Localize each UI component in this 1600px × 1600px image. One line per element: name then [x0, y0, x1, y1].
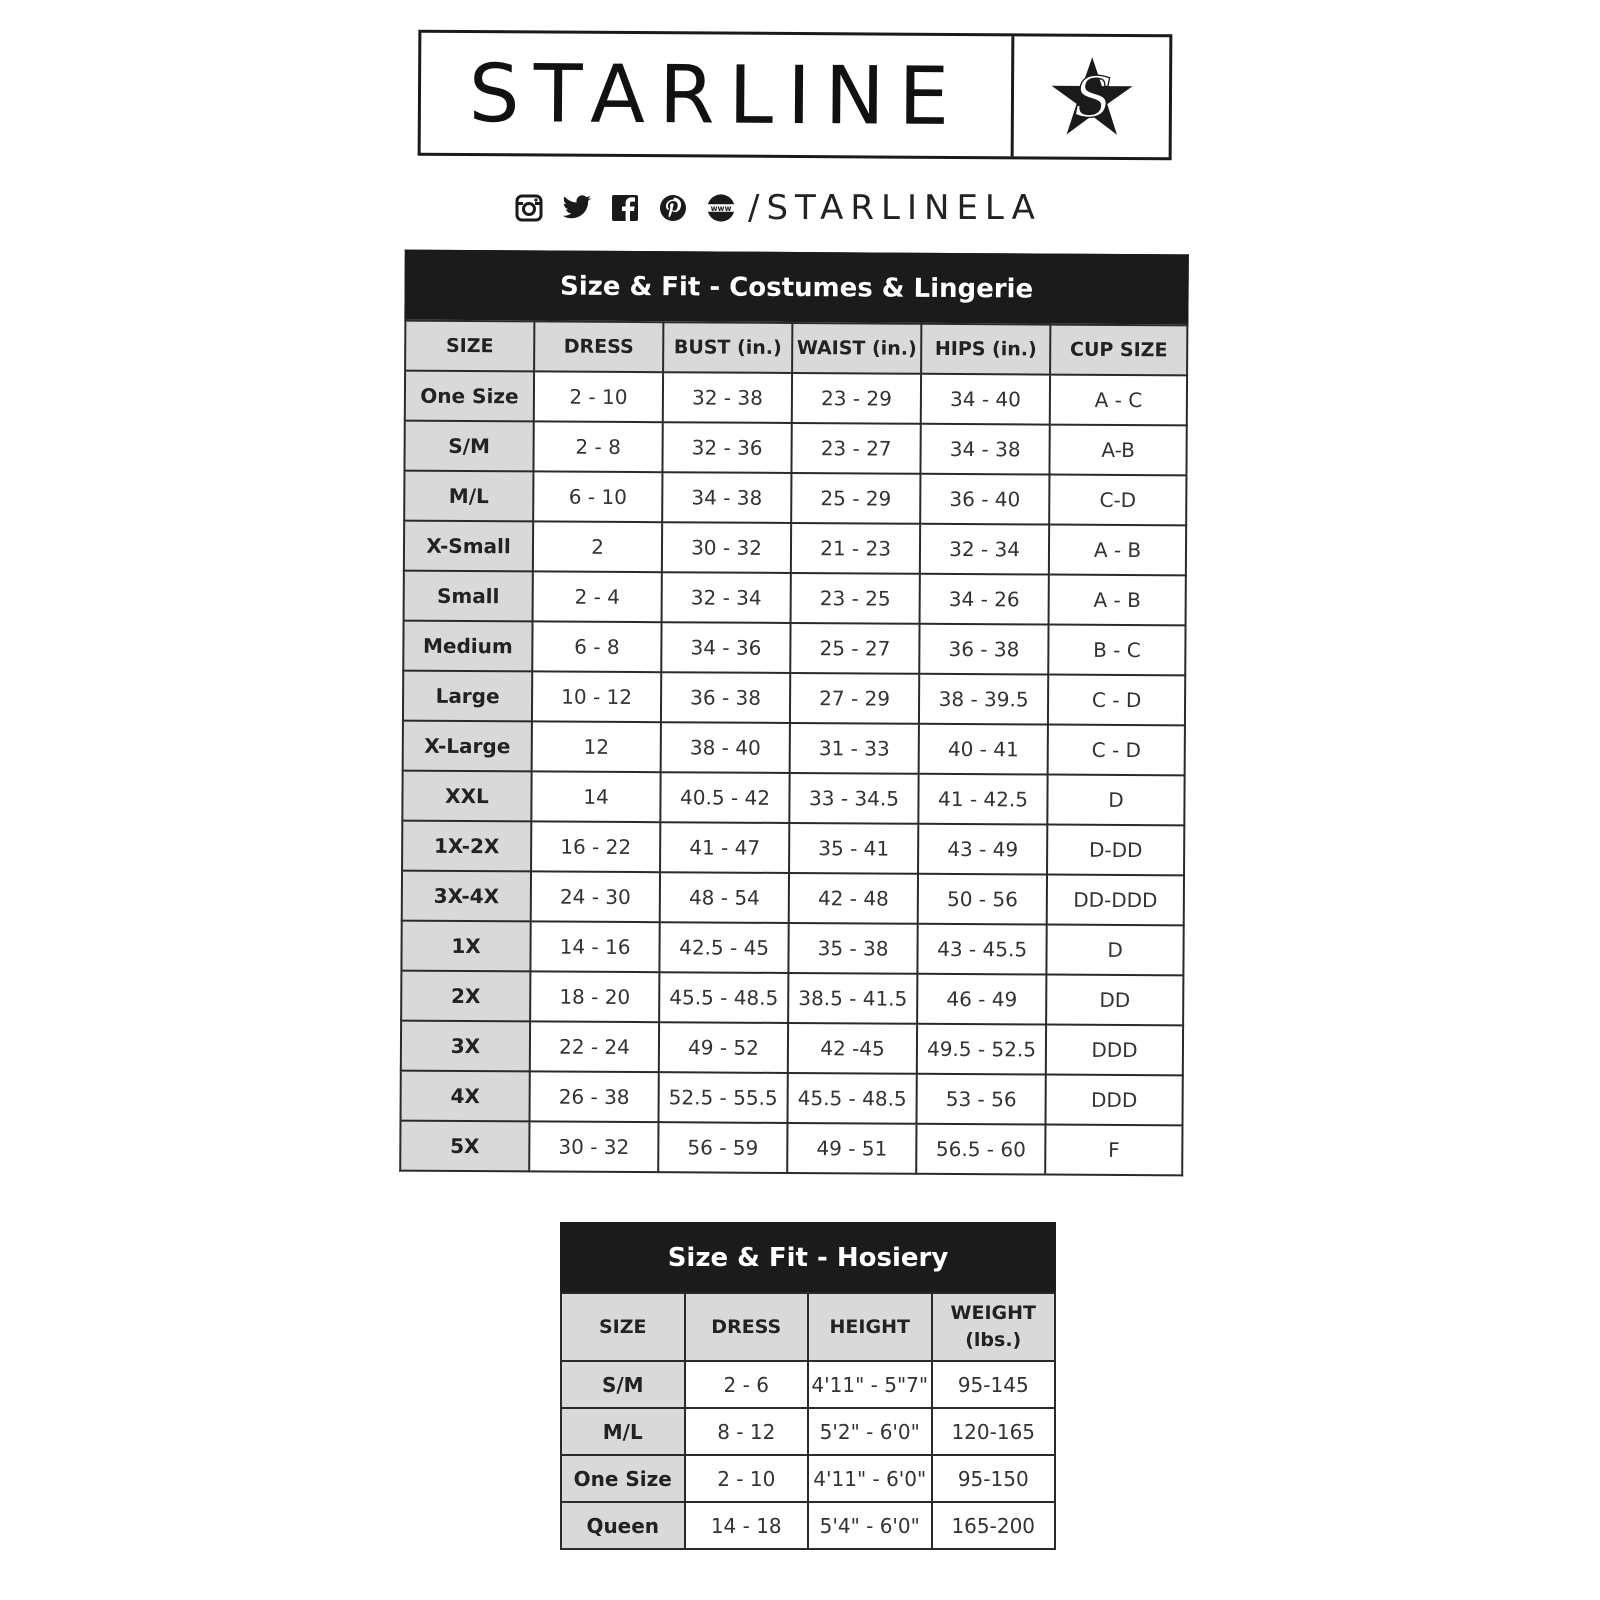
waist-cell: 31 - 33 — [790, 723, 919, 774]
header-size: SIZE — [405, 321, 534, 372]
header-hips: HIPS (in.) — [921, 324, 1050, 375]
social-handle[interactable]: /STARLINELA — [748, 188, 1042, 228]
header-dress: DRESS — [534, 321, 663, 372]
cup-cell: DD — [1046, 975, 1183, 1026]
twitter-icon[interactable] — [562, 193, 592, 223]
header-height: HEIGHT — [808, 1293, 932, 1361]
header-cup-size: CUP SIZE — [1050, 325, 1187, 376]
dress-cell: 30 - 32 — [529, 1121, 658, 1172]
size-cell: 3X — [401, 1021, 530, 1072]
hips-cell: 34 - 38 — [921, 424, 1050, 475]
size-cell: 4X — [401, 1071, 530, 1122]
weight-cell: 95-150 — [932, 1455, 1056, 1502]
weight-cell: 165-200 — [932, 1502, 1056, 1549]
waist-cell: 42 - 48 — [789, 873, 918, 924]
dress-cell: 14 — [531, 771, 660, 822]
table-row — [403, 671, 1185, 726]
table-row — [561, 1408, 1055, 1455]
size-cell: 2X — [401, 971, 530, 1022]
height-cell: 4'11" - 5"7" — [808, 1361, 932, 1408]
size-cell: M/L — [404, 471, 533, 522]
hips-cell: 36 - 38 — [919, 624, 1048, 675]
table-row — [403, 721, 1185, 776]
size-cell: M/L — [561, 1408, 685, 1455]
brand-logo — [418, 30, 1173, 161]
weight-cell: 95-145 — [932, 1361, 1056, 1408]
star-logo-icon — [1014, 36, 1170, 157]
facebook-icon[interactable] — [610, 193, 640, 223]
waist-cell: 35 - 38 — [788, 923, 917, 974]
waist-cell: 35 - 41 — [789, 823, 918, 874]
bust-cell: 42.5 - 45 — [659, 922, 788, 973]
table-row — [401, 971, 1183, 1026]
dress-cell: 10 - 12 — [532, 671, 661, 722]
dress-cell: 12 — [532, 721, 661, 772]
table-row — [401, 1071, 1183, 1126]
waist-cell: 45.5 - 48.5 — [788, 1073, 917, 1124]
dress-cell: 24 - 30 — [531, 871, 660, 922]
table-row — [400, 1121, 1182, 1176]
bust-cell: 56 - 59 — [658, 1122, 787, 1173]
cup-cell: B - C — [1048, 625, 1185, 676]
waist-cell: 23 - 29 — [792, 373, 921, 424]
height-cell: 4'11" - 6'0" — [808, 1455, 932, 1502]
header-size: SIZE — [561, 1293, 685, 1361]
waist-cell: 27 - 29 — [790, 673, 919, 724]
cup-cell: DDD — [1046, 1025, 1183, 1076]
bust-cell: 40.5 - 42 — [660, 772, 789, 823]
table-row — [404, 521, 1186, 576]
cup-cell: A - B — [1049, 525, 1186, 576]
height-cell: 5'4" - 6'0" — [808, 1502, 932, 1549]
size-cell: Queen — [561, 1502, 685, 1549]
costumes-table-title: Size & Fit - Costumes & Lingerie — [404, 250, 1188, 325]
header-bust: BUST (in.) — [663, 322, 792, 373]
table-row — [401, 1021, 1183, 1076]
dress-cell: 2 - 10 — [685, 1455, 809, 1502]
hips-cell: 40 - 41 — [919, 724, 1048, 775]
table-header-row — [405, 321, 1187, 376]
cup-cell: A - C — [1050, 375, 1187, 426]
table-row — [561, 1502, 1055, 1549]
table-row — [405, 371, 1187, 426]
dress-cell: 8 - 12 — [685, 1408, 809, 1455]
hips-cell: 36 - 40 — [920, 474, 1049, 525]
costumes-lingerie-size-table — [399, 250, 1189, 1177]
hips-cell: 41 - 42.5 — [918, 774, 1047, 825]
size-cell: S/M — [404, 421, 533, 472]
www-icon[interactable] — [706, 193, 736, 223]
bust-cell: 34 - 36 — [661, 622, 790, 673]
table-row — [402, 821, 1184, 876]
dress-cell: 26 - 38 — [530, 1071, 659, 1122]
bust-cell: 49 - 52 — [659, 1022, 788, 1073]
hips-cell: 34 - 26 — [920, 574, 1049, 625]
bust-cell: 30 - 32 — [662, 522, 791, 573]
svg-text:www: www — [710, 203, 732, 213]
table-row — [404, 421, 1186, 476]
hips-cell: 38 - 39.5 — [919, 674, 1048, 725]
size-cell: X-Small — [404, 521, 533, 572]
table-row — [561, 1455, 1055, 1502]
hips-cell: 43 - 45.5 — [917, 924, 1046, 975]
bust-cell: 32 - 36 — [662, 422, 791, 473]
table-row — [402, 871, 1184, 926]
social-links — [514, 186, 1042, 230]
dress-cell: 18 - 20 — [530, 971, 659, 1022]
hips-cell: 50 - 56 — [918, 874, 1047, 925]
waist-cell: 23 - 25 — [791, 573, 920, 624]
size-cell: One Size — [405, 371, 534, 422]
cup-cell: DD-DDD — [1047, 875, 1184, 926]
size-cell: XXL — [402, 771, 531, 822]
hips-cell: 43 - 49 — [918, 824, 1047, 875]
dress-cell: 22 - 24 — [530, 1021, 659, 1072]
bust-cell: 36 - 38 — [661, 672, 790, 723]
table-row — [403, 621, 1185, 676]
hips-cell: 53 - 56 — [917, 1074, 1046, 1125]
header-waist: WAIST (in.) — [792, 323, 921, 374]
size-cell: Medium — [403, 621, 532, 672]
waist-cell: 42 -45 — [788, 1023, 917, 1074]
weight-cell: 120-165 — [932, 1408, 1056, 1455]
table-row — [404, 571, 1186, 626]
bust-cell: 32 - 38 — [663, 372, 792, 423]
size-cell: 1X — [401, 921, 530, 972]
size-cell: Small — [404, 571, 533, 622]
dress-cell: 2 - 8 — [533, 421, 662, 472]
waist-cell: 25 - 27 — [790, 623, 919, 674]
bust-cell: 45.5 - 48.5 — [659, 972, 788, 1023]
height-cell: 5'2" - 6'0" — [808, 1408, 932, 1455]
table-row — [561, 1361, 1055, 1408]
cup-cell: C - D — [1048, 675, 1185, 726]
table-row — [402, 771, 1184, 826]
waist-cell: 25 - 29 — [791, 473, 920, 524]
size-cell: One Size — [561, 1455, 685, 1502]
size-cell: X-Large — [403, 721, 532, 772]
cup-cell: C-D — [1049, 475, 1186, 526]
dress-cell: 2 - 6 — [685, 1361, 809, 1408]
dress-cell: 2 - 10 — [534, 371, 663, 422]
hips-cell: 56.5 - 60 — [916, 1124, 1045, 1175]
header-dress: DRESS — [685, 1293, 809, 1361]
bust-cell: 32 - 34 — [662, 572, 791, 623]
size-cell: S/M — [561, 1361, 685, 1408]
dress-cell: 2 - 4 — [533, 571, 662, 622]
table-row — [404, 471, 1186, 526]
cup-cell: A-B — [1050, 425, 1187, 476]
dress-cell: 2 — [533, 521, 662, 572]
dress-cell: 16 - 22 — [531, 821, 660, 872]
bust-cell: 52.5 - 55.5 — [659, 1072, 788, 1123]
dress-cell: 14 - 18 — [685, 1502, 809, 1549]
size-cell: Large — [403, 671, 532, 722]
cup-cell: A - B — [1049, 575, 1186, 626]
table-header-row — [561, 1293, 1055, 1361]
bust-cell: 41 - 47 — [660, 822, 789, 873]
size-cell: 3X-4X — [402, 871, 531, 922]
cup-cell: C - D — [1048, 725, 1185, 776]
cup-cell: F — [1045, 1125, 1182, 1176]
hips-cell: 46 - 49 — [917, 974, 1046, 1025]
header-weight: WEIGHT (lbs.) — [932, 1293, 1056, 1361]
cup-cell: D-DD — [1047, 825, 1184, 876]
bust-cell: 48 - 54 — [660, 872, 789, 923]
hips-cell: 32 - 34 — [920, 524, 1049, 575]
cup-cell: D — [1046, 925, 1183, 976]
star-s-icon — [1046, 52, 1137, 143]
bust-cell: 38 - 40 — [661, 722, 790, 773]
waist-cell: 38.5 - 41.5 — [788, 973, 917, 1024]
waist-cell: 33 - 34.5 — [789, 773, 918, 824]
hips-cell: 49.5 - 52.5 — [917, 1024, 1046, 1075]
instagram-icon[interactable] — [514, 193, 544, 223]
waist-cell: 21 - 23 — [791, 523, 920, 574]
dress-cell: 6 - 10 — [533, 471, 662, 522]
size-cell: 5X — [400, 1121, 529, 1172]
brand-wordmark: STARLINE — [421, 33, 1015, 157]
bust-cell: 34 - 38 — [662, 472, 791, 523]
hosiery-table-title: Size & Fit - Hosiery — [560, 1222, 1056, 1292]
waist-cell: 49 - 51 — [787, 1123, 916, 1174]
cup-cell: D — [1047, 775, 1184, 826]
star-letter: S — [1073, 65, 1112, 131]
pinterest-icon[interactable] — [658, 193, 688, 223]
dress-cell: 14 - 16 — [530, 921, 659, 972]
table-row — [401, 921, 1183, 976]
waist-cell: 23 - 27 — [792, 423, 921, 474]
hips-cell: 34 - 40 — [921, 374, 1050, 425]
dress-cell: 6 - 8 — [532, 621, 661, 672]
hosiery-size-table — [560, 1222, 1056, 1550]
size-cell: 1X-2X — [402, 821, 531, 872]
cup-cell: DDD — [1046, 1075, 1183, 1126]
